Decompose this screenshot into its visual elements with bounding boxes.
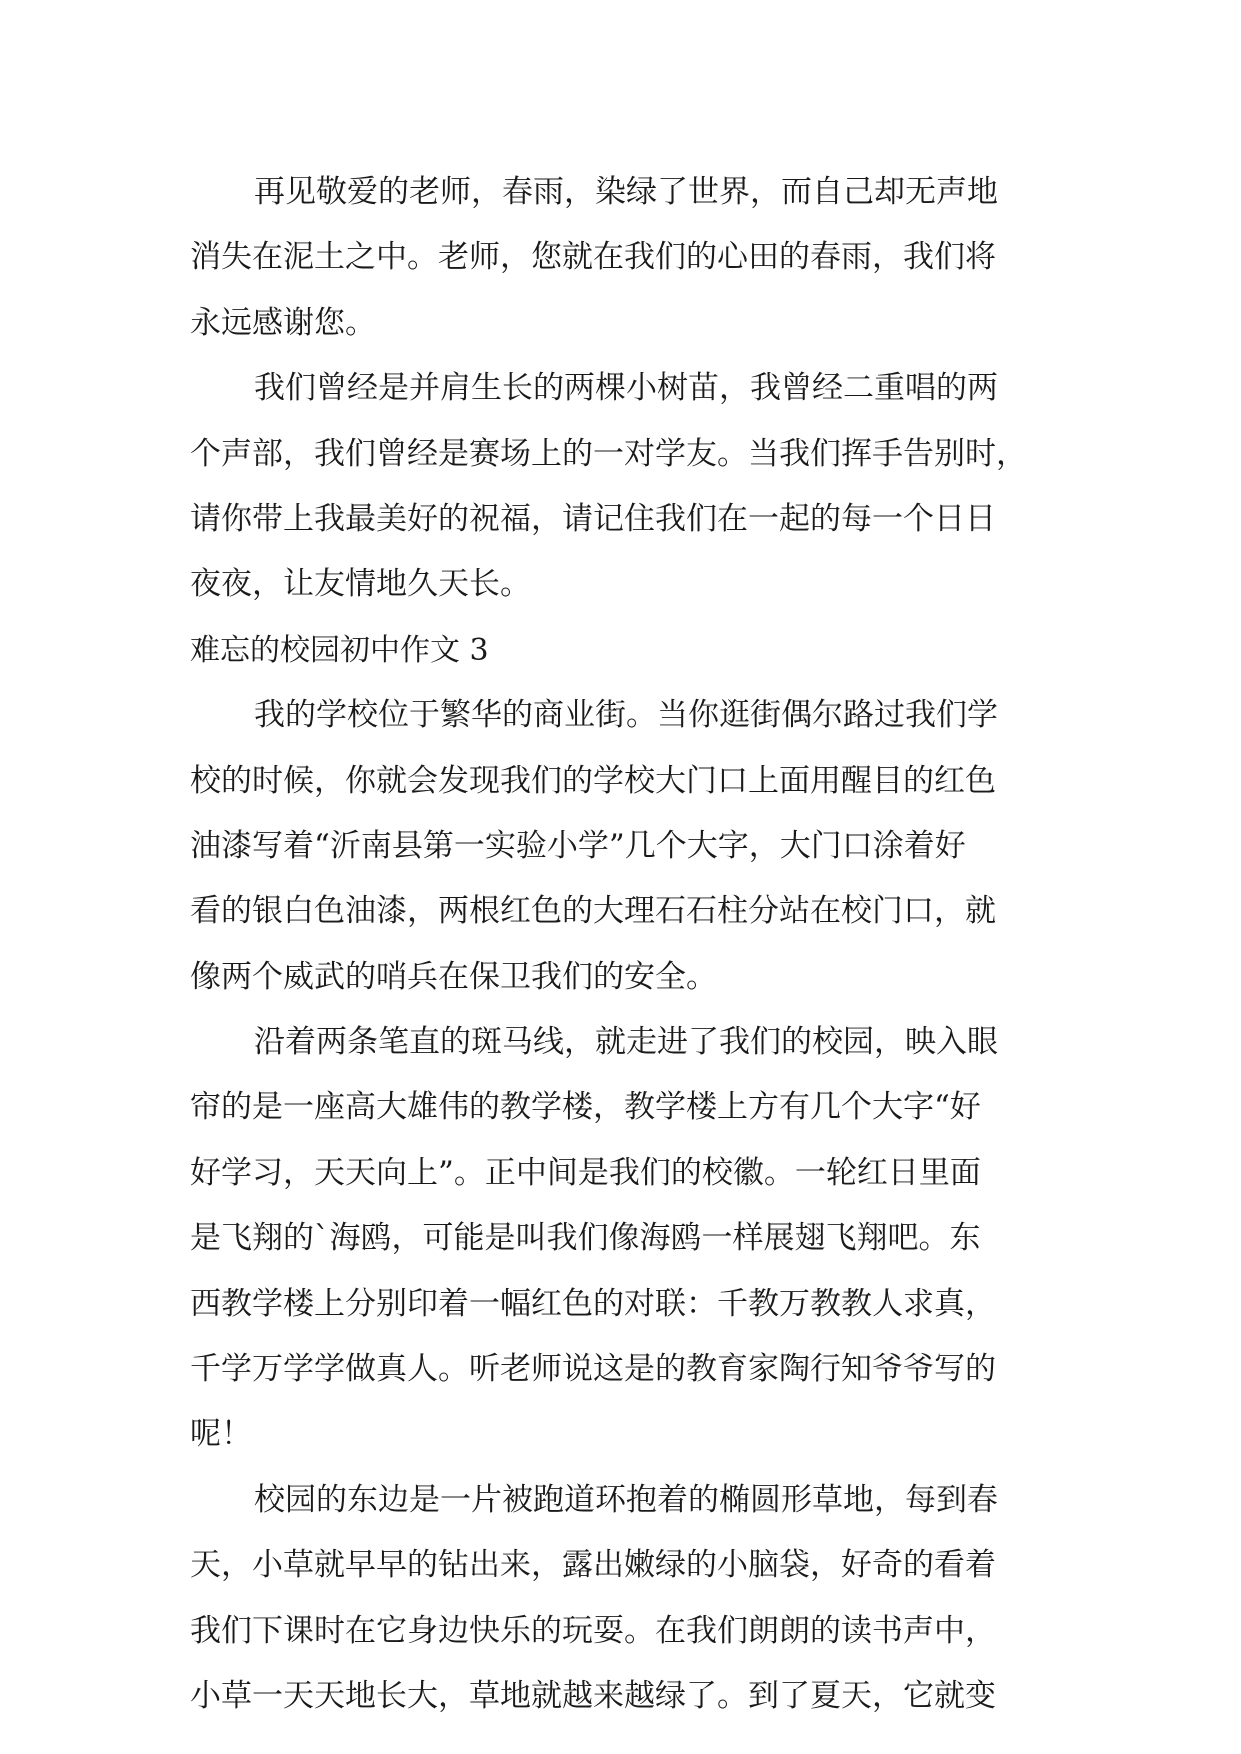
text-line: 校的时候，你就会发现我们的学校大门口上面用醒目的红色	[190, 762, 996, 799]
text-line: 我们曾经是并肩生长的两棵小树苗，我曾经二重唱的两	[254, 370, 998, 407]
text-line: 永远感谢您。	[190, 304, 376, 341]
text-line: 请你带上我最美好的祝福，请记住我们在一起的每一个日日	[190, 500, 996, 537]
text-line: 我们下课时在它身边快乐的玩耍。在我们朗朗的读书声中，	[190, 1612, 996, 1649]
text-line: 个声部，我们曾经是赛场上的一对学友。当我们挥手告别时，	[190, 435, 1027, 472]
text-line: 像两个威武的哨兵在保卫我们的安全。	[190, 958, 717, 995]
text-line: 油漆写着“沂南县第一实验小学”几个大字，大门口涂着好	[190, 827, 966, 864]
text-line: 天，小草就早早的钻出来，露出嫩绿的小脑袋，好奇的看着	[190, 1547, 996, 1584]
text-line: 西教学楼上分别印着一幅红色的对联：千教万教教人求真，	[190, 1285, 996, 1322]
text-line: 看的银白色油漆，两根红色的大理石石柱分站在校门口，就	[190, 893, 996, 930]
text-line: 校园的东边是一片被跑道环抱着的椭圆形草地，每到春	[254, 1481, 998, 1518]
text-line: 小草一天天地长大，草地就越来越绿了。到了夏天，它就变	[190, 1677, 996, 1714]
text-line: 千学万学学做真人。听老师说这是的教育家陶行知爷爷写的	[190, 1351, 996, 1388]
text-line: 消失在泥土之中。老师，您就在我们的心田的春雨，我们将	[190, 239, 996, 276]
text-line: 呢！	[190, 1416, 252, 1453]
text-line: 夜夜，让友情地久天长。	[190, 566, 531, 603]
text-line: 我的学校位于繁华的商业街。当你逛街偶尔路过我们学	[254, 697, 998, 734]
text-line: 是飞翔的`海鸥，可能是叫我们像海鸥一样展翅飞翔吧。东	[190, 1220, 981, 1257]
text-line: 再见敬爱的老师，春雨，染绿了世界，而自己却无声地	[254, 174, 998, 210]
section-heading: 难忘的校园初中作文 3	[190, 632, 489, 668]
text-line: 帘的是一座高大雄伟的教学楼，教学楼上方有几个大字“好	[190, 1089, 981, 1126]
text-line: 沿着两条笔直的斑马线，就走进了我们的校园，映入眼	[254, 1024, 998, 1061]
document-body	[190, 160, 1070, 1729]
text-line: 好学习，天天向上”。正中间是我们的校徽。一轮红日里面	[190, 1154, 981, 1191]
